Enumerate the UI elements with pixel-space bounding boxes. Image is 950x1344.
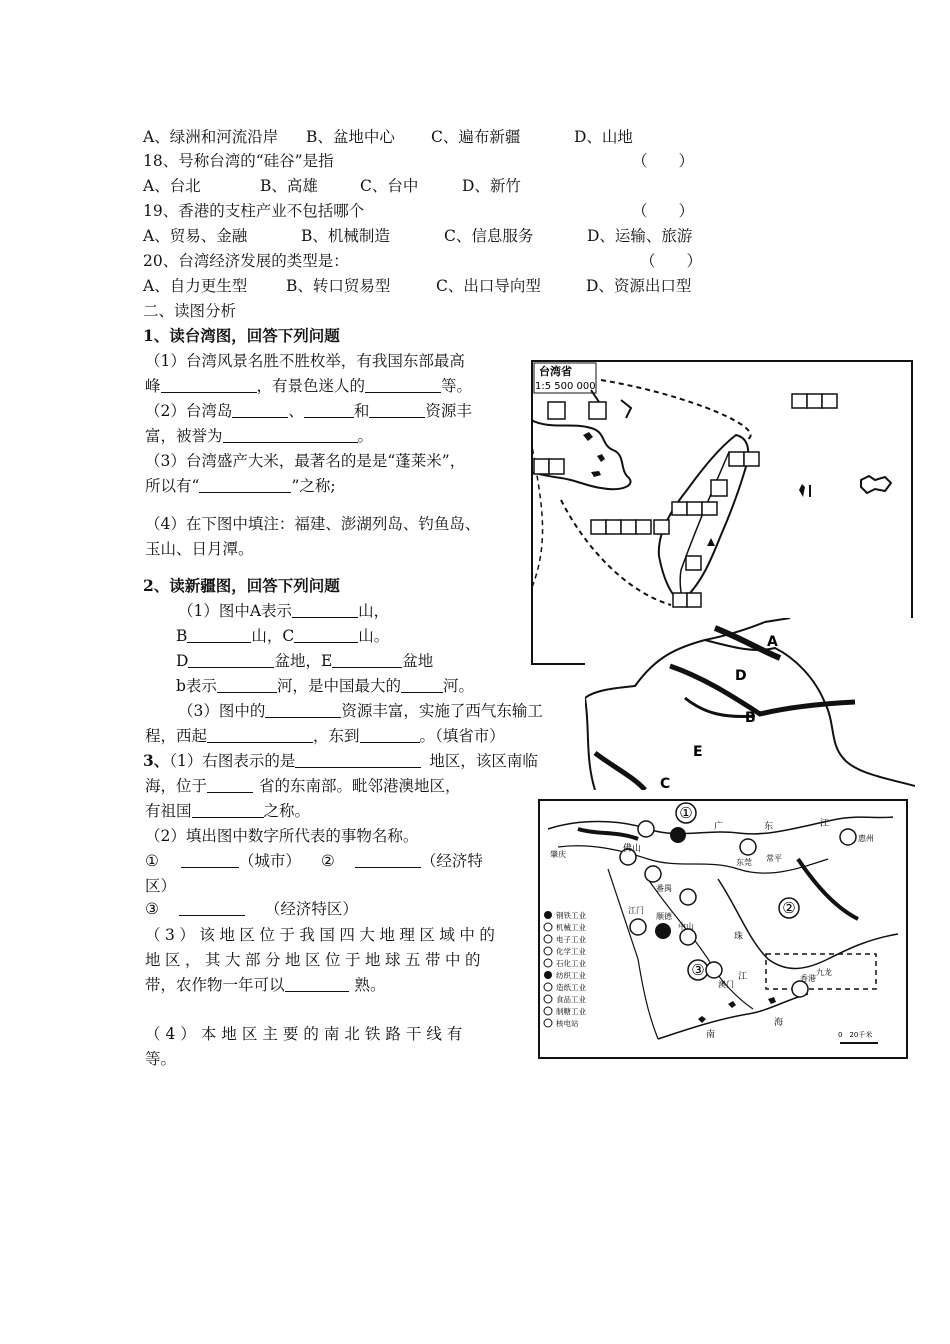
xinjiang-label-c: C bbox=[660, 776, 671, 790]
prd-label-jiang: 江 bbox=[820, 819, 830, 829]
q20-stem: 20、台湾经济发展的类型是： bbox=[143, 252, 349, 270]
answer-blank[interactable] bbox=[304, 401, 354, 418]
text: （3）图中的 bbox=[178, 702, 266, 720]
answer-blank[interactable] bbox=[199, 476, 291, 493]
answer-blank[interactable] bbox=[207, 776, 253, 793]
task1-line4 bbox=[145, 425, 373, 447]
task1-line2 bbox=[145, 375, 472, 397]
prd-city-zhaoqing: 肇庆 bbox=[550, 850, 566, 859]
q18-options bbox=[143, 175, 521, 197]
legend-steel: 钢铁工业 bbox=[556, 911, 586, 920]
prd-city-panyu: 番禺 bbox=[656, 884, 672, 893]
answer-blank[interactable] bbox=[192, 801, 264, 818]
task3-line6: 区） bbox=[145, 877, 177, 895]
prd-city-huizhou: 惠州 bbox=[858, 834, 874, 843]
text: 富，被誉为 bbox=[145, 427, 223, 445]
task3-line4: （2）填出图中数字所代表的事物名称。 bbox=[145, 827, 419, 845]
legend-sugar: 制糖工业 bbox=[556, 1007, 586, 1016]
q18-option-c: C、台中 bbox=[360, 177, 419, 195]
text: 峰 bbox=[145, 377, 161, 395]
text: 、 bbox=[288, 402, 304, 420]
text: 程，西起 bbox=[145, 727, 208, 745]
xinjiang-label-b: B bbox=[745, 710, 756, 726]
text: 。（填省市） bbox=[419, 727, 505, 745]
q17-option-a: A、绿洲和河流沿岸 bbox=[143, 128, 279, 146]
answer-blank[interactable] bbox=[232, 401, 288, 418]
legend-petrochemical: 石化工业 bbox=[556, 959, 586, 968]
task2-line5 bbox=[178, 700, 543, 722]
prd-city-dongguan: 东莞 bbox=[736, 858, 752, 867]
q20-option-a: A、自力更生型 bbox=[143, 277, 248, 295]
task3-line1 bbox=[143, 750, 538, 772]
text: ② bbox=[320, 852, 335, 870]
prd-city-jiangmen: 江门 bbox=[628, 906, 644, 915]
text: ① bbox=[145, 852, 159, 870]
q18-stem: 18、号称台湾的“硅谷”是指 bbox=[143, 152, 334, 170]
answer-blank[interactable] bbox=[355, 851, 421, 868]
q20-option-c: C、出口导向型 bbox=[436, 277, 541, 295]
text: （城市） bbox=[238, 852, 301, 870]
task1-line1: （1）台湾风景名胜不胜枚举，有我国东部最高 bbox=[145, 352, 465, 370]
taiwan-map-scale: 1:5 500 000 bbox=[535, 381, 596, 392]
q17-options bbox=[143, 126, 633, 148]
answer-blank[interactable] bbox=[369, 401, 425, 418]
q20-options bbox=[143, 275, 691, 297]
text: ③ bbox=[145, 900, 159, 918]
text: （1）右图表示的是 bbox=[169, 752, 296, 770]
text: 之称。 bbox=[263, 802, 311, 820]
task1-line5: （3）台湾盛产大米，最著名的是是“蓬莱米”， bbox=[145, 452, 466, 470]
xinjiang-label-a: A bbox=[767, 634, 778, 650]
q17-option-d: D、山地 bbox=[574, 128, 633, 146]
q19-option-c: C、信息服务 bbox=[444, 227, 534, 245]
prd-label-nan: 南 bbox=[706, 1030, 716, 1040]
task1-line3 bbox=[145, 400, 472, 422]
prd-city-foshan: 佛山 bbox=[623, 844, 642, 854]
text: 河。 bbox=[442, 677, 474, 695]
task2-line4 bbox=[176, 675, 474, 697]
answer-blank[interactable] bbox=[161, 376, 257, 393]
prd-city-hongkong: 香港 bbox=[800, 974, 816, 983]
prd-label-zhu: 珠 bbox=[734, 932, 744, 942]
text: ”之称; bbox=[291, 477, 336, 495]
prd-city-kowloon: 九龙 bbox=[816, 968, 832, 977]
text: 资源丰富，实施了西气东输工 bbox=[341, 702, 543, 720]
task2-line3 bbox=[176, 650, 433, 672]
task3-number: 3、 bbox=[143, 751, 170, 770]
text: 山。 bbox=[358, 627, 390, 645]
q20-option-b: B、转口贸易型 bbox=[286, 277, 391, 295]
prd-map bbox=[538, 799, 908, 1059]
answer-blank[interactable] bbox=[295, 751, 421, 768]
prd-label-hai: 海 bbox=[774, 1018, 784, 1028]
text: 和 bbox=[353, 402, 370, 420]
task2-line6 bbox=[145, 725, 505, 747]
answer-blank[interactable] bbox=[365, 376, 441, 393]
answer-blank[interactable] bbox=[207, 726, 313, 743]
text: 省的东南部。毗邻港澳地区， bbox=[259, 777, 461, 795]
prd-city-changping: 常平 bbox=[766, 854, 782, 863]
answer-blank[interactable] bbox=[181, 851, 239, 868]
task3-line8: （3）该地区位于我国四大地理区域中的 bbox=[145, 926, 500, 944]
text: 山，C bbox=[251, 627, 295, 645]
answer-blank[interactable] bbox=[360, 726, 420, 743]
task1-line8: 玉山、日月潭。 bbox=[145, 540, 254, 558]
text: （1）图中A表示 bbox=[178, 602, 293, 620]
q19-answer-paren[interactable]: （ ） bbox=[632, 202, 695, 220]
prd-city-shunde: 顺德 bbox=[656, 912, 672, 921]
xinjiang-map bbox=[585, 618, 915, 790]
prd-number-1: ① bbox=[679, 804, 693, 822]
text: 等。 bbox=[441, 377, 473, 395]
legend-chemical: 化学工业 bbox=[556, 947, 586, 956]
answer-blank[interactable] bbox=[217, 676, 277, 693]
text: D bbox=[176, 652, 189, 670]
text: （经济特 bbox=[420, 852, 483, 870]
task1-line7: （4）在下图中填注：福建、澎湖列岛、钓鱼岛、 bbox=[145, 515, 481, 533]
q17-option-b: B、盆地中心 bbox=[306, 128, 395, 146]
text: 所以有“ bbox=[145, 477, 200, 495]
prd-number-2: ② bbox=[782, 899, 796, 917]
answer-blank[interactable] bbox=[265, 701, 341, 718]
text: 海，位于 bbox=[145, 777, 208, 795]
q19-options bbox=[143, 225, 692, 247]
task3-line7 bbox=[145, 898, 358, 920]
taiwan-map-title: 台湾省 bbox=[539, 365, 572, 378]
section-heading: 二、读图分析 bbox=[143, 302, 237, 320]
prd-city-zhongshan: 中山 bbox=[678, 922, 694, 931]
text: 山， bbox=[358, 602, 390, 620]
q20-answer-paren[interactable]: （ ） bbox=[640, 252, 703, 270]
q18-option-b: B、高雄 bbox=[260, 177, 318, 195]
q18-option-a: A、台北 bbox=[143, 177, 201, 195]
text: 资源丰 bbox=[425, 402, 472, 420]
answer-blank[interactable] bbox=[285, 975, 349, 992]
prd-label-dong: 东 bbox=[764, 822, 774, 832]
q18-option-d: D、新竹 bbox=[462, 177, 521, 195]
text: 带，农作物一年可以 bbox=[145, 976, 285, 994]
text: 盆地，E bbox=[274, 652, 333, 670]
q17-option-c: C、遍布新疆 bbox=[431, 128, 521, 146]
task2-line1 bbox=[178, 600, 389, 622]
text: ，东到 bbox=[313, 727, 360, 745]
answer-blank[interactable] bbox=[294, 626, 358, 643]
prd-scale: 0 20千米 bbox=[838, 1031, 873, 1039]
task3-line9: 地区，其大部分地区位于地球五带中的 bbox=[145, 951, 486, 969]
text: 河，是中国最大的 bbox=[276, 677, 401, 695]
text: 。 bbox=[357, 427, 374, 445]
answer-blank[interactable] bbox=[188, 651, 274, 668]
q19-option-b: B、机械制造 bbox=[301, 227, 390, 245]
text: 熟。 bbox=[354, 976, 386, 994]
xinjiang-label-e: E bbox=[693, 744, 703, 760]
task3-line11: （4）本地区主要的南北铁路干线有 bbox=[145, 1025, 468, 1043]
xinjiang-label-d: D bbox=[735, 668, 747, 684]
legend-machinery: 机械工业 bbox=[556, 923, 586, 932]
text: （经济特区） bbox=[264, 900, 358, 918]
q19-option-a: A、贸易、金融 bbox=[143, 227, 248, 245]
task1-title: 1、读台湾图，回答下列问题 bbox=[143, 326, 340, 345]
legend-food: 食品工业 bbox=[556, 995, 586, 1004]
legend-textile: 纺织工业 bbox=[556, 971, 586, 980]
task3-line5 bbox=[145, 850, 483, 872]
q18-answer-paren[interactable]: （ ） bbox=[632, 152, 695, 170]
answer-blank[interactable] bbox=[187, 626, 251, 643]
text: 有祖国 bbox=[145, 802, 192, 820]
legend-nuclear: 核电站 bbox=[556, 1019, 579, 1028]
text: B bbox=[176, 627, 188, 645]
answer-blank[interactable] bbox=[223, 426, 358, 443]
text: b表示 bbox=[176, 677, 217, 695]
task1-line6 bbox=[145, 475, 336, 497]
task3-line12: 等。 bbox=[145, 1050, 177, 1068]
answer-blank[interactable] bbox=[179, 899, 245, 916]
prd-label-guang: 广 bbox=[714, 822, 724, 832]
text: 地区，该区南临 bbox=[429, 752, 538, 770]
task2-title: 2、读新疆图，回答下列问题 bbox=[143, 576, 340, 595]
legend-electronics: 电子工业 bbox=[556, 935, 586, 944]
answer-blank[interactable] bbox=[332, 651, 402, 668]
answer-blank[interactable] bbox=[292, 601, 358, 618]
text: 盆地 bbox=[402, 652, 434, 670]
prd-city-macau: 澳门 bbox=[718, 980, 734, 989]
task3-line3 bbox=[145, 800, 310, 822]
q19-stem: 19、香港的支柱产业不包括哪个 bbox=[143, 202, 365, 220]
text: （2）台湾岛 bbox=[145, 402, 233, 420]
text: ，有景色迷人的 bbox=[256, 377, 366, 395]
task3-line10 bbox=[145, 974, 386, 996]
task2-line2 bbox=[176, 625, 389, 647]
answer-blank[interactable] bbox=[401, 676, 443, 693]
q20-option-d: D、资源出口型 bbox=[586, 277, 692, 295]
prd-label-jiang2: 江 bbox=[738, 972, 748, 982]
q19-option-d: D、运输、旅游 bbox=[587, 227, 693, 245]
prd-number-3: ③ bbox=[691, 961, 705, 979]
task3-line2 bbox=[145, 775, 461, 797]
legend-paper: 造纸工业 bbox=[556, 983, 586, 992]
